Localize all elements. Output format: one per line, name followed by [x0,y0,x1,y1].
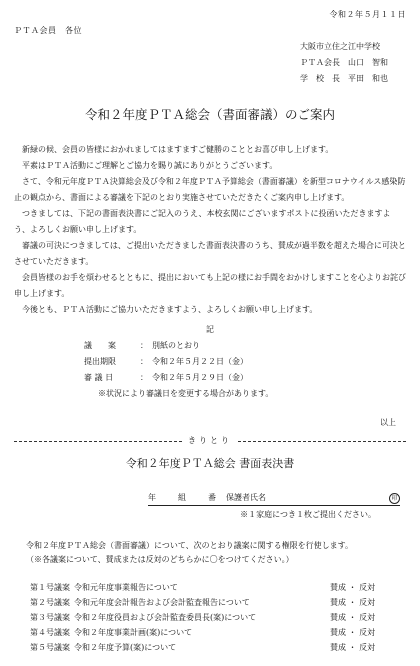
school-name: 大阪市立住之江中学校 [300,42,380,51]
review-label: 審 議 日 [84,373,114,382]
deadline-row [84,357,273,373]
principal: 学 校 長 平田 和也 [300,74,388,83]
cut-line [14,436,406,446]
paragraph: 審議の可決につきましては、ご提出いただきました書面表決書のうち、賛成が過半数を超えた場合に可決とさせていただきます。 [14,241,406,266]
form-title: 令和２年度ＰＴＡ総会 書面表決書 [125,457,295,470]
paragraph: さて、令和元年度ＰＴＡ決算総会及び令和２年度ＰＴＡ予算総会（書面審議）を新型コロナウイルス感染防止の観点から、書面による審議を下記のとおり実施させていただきたくご案内申し上げます。 [14,177,406,202]
deadline-value: ： 令和２年５月２２日（金） [140,357,248,366]
item-name: 令和２年度事業計画(案)について [74,628,193,637]
vote-choice[interactable]: 賛成 ・ 反対 [330,598,376,607]
form-intro [26,541,353,569]
review-value: ： 令和２年５月２９日（金） [140,373,248,382]
item-name: 令和２年度予算(案)について [74,643,177,652]
agenda-row [84,341,273,357]
vote-choice[interactable]: 賛成 ・ 反対 [330,628,376,637]
addressee: ＰＴＡ会員 各位 [14,26,82,35]
paragraph: 新緑の候、会員の皆様におかれましてはますますご健勝のこととお喜び申し上げます。 [22,145,334,154]
details-block [84,341,273,405]
vote-choice[interactable]: 賛成 ・ 反対 [330,613,376,622]
year-label: 年 [148,493,156,502]
item-number: 第５号議案 [30,643,70,652]
item-number: 第２号議案 [30,598,70,607]
number-label: 番 [208,493,216,502]
list-item [30,628,390,643]
agenda-value: ： 別紙のとおり [140,341,200,350]
paragraph: 今後とも、ＰＴＡ活動にご協力いただきますよう、よろしくお願い申し上げます。 [22,305,318,314]
agenda-label: 議 案 [84,341,116,350]
closing-ijo: 以上 [380,418,396,427]
paragraph: つきましては、下記の書面表決書にご記入のうえ、本校玄関にございますポストに投函いただきますよう、よろしくお願い申し上げます。 [14,209,391,234]
list-item [30,598,390,613]
deadline-label: 提出期限 [84,357,116,366]
intro-text: 令和２年度ＰＴＡ総会（書面審議）について、次のとおり議案に関する権限を行使します。 [26,541,354,550]
cut-label: きりとり [188,436,232,445]
document-date: 令和２年５月１１日 [329,10,406,19]
paragraph: 平素はＰＴＡ活動にご理解とご協力を賜り誠にありがとうございます。 [22,161,278,170]
list-item [30,643,390,658]
item-number: 第３号議案 [30,613,70,622]
item-name: 令和元年度事業報告について [74,583,178,592]
agenda-items [30,583,390,658]
one-sheet-note: ※１家庭につき１枚ご提出ください。 [240,510,376,519]
class-label: 組 [178,493,186,502]
signature-line[interactable] [148,493,400,506]
letter-body [14,142,406,318]
list-item [30,613,390,628]
seal-icon: 印 [389,493,400,504]
schedule-note: ※状況により審議日を変更する場合があります。 [98,389,274,398]
ki-heading: 記 [206,325,214,334]
vote-choice[interactable]: 賛成 ・ 反対 [330,643,376,652]
item-number: 第１号議案 [30,583,70,592]
item-name: 令和２年度役員および会計監査委員長(案)について [74,613,257,622]
guardian-label: 保護者氏名 [226,493,266,502]
dash-left [14,441,182,442]
dash-right [238,441,406,442]
list-item [30,583,390,598]
review-row [84,373,273,389]
item-number: 第４号議案 [30,628,70,637]
item-name: 令和元年度会計報告および会計監査報告について [74,598,250,607]
document-title: 令和２年度ＰＴＡ総会（書面審議）のご案内 [84,107,335,122]
pta-president: ＰＴＡ会長 山口 智和 [300,58,388,67]
vote-choice[interactable]: 賛成 ・ 反対 [330,583,376,592]
paragraph: 会員皆様のお手を煩わせるとともに、提出においても上記の様にお手間をおかけしますことを心よりお詫び申し上げます。 [14,273,406,298]
sender-block [300,42,388,90]
instruction-text: （※各議案について、賛成または反対のどちらかに〇をつけてください。） [26,555,294,564]
